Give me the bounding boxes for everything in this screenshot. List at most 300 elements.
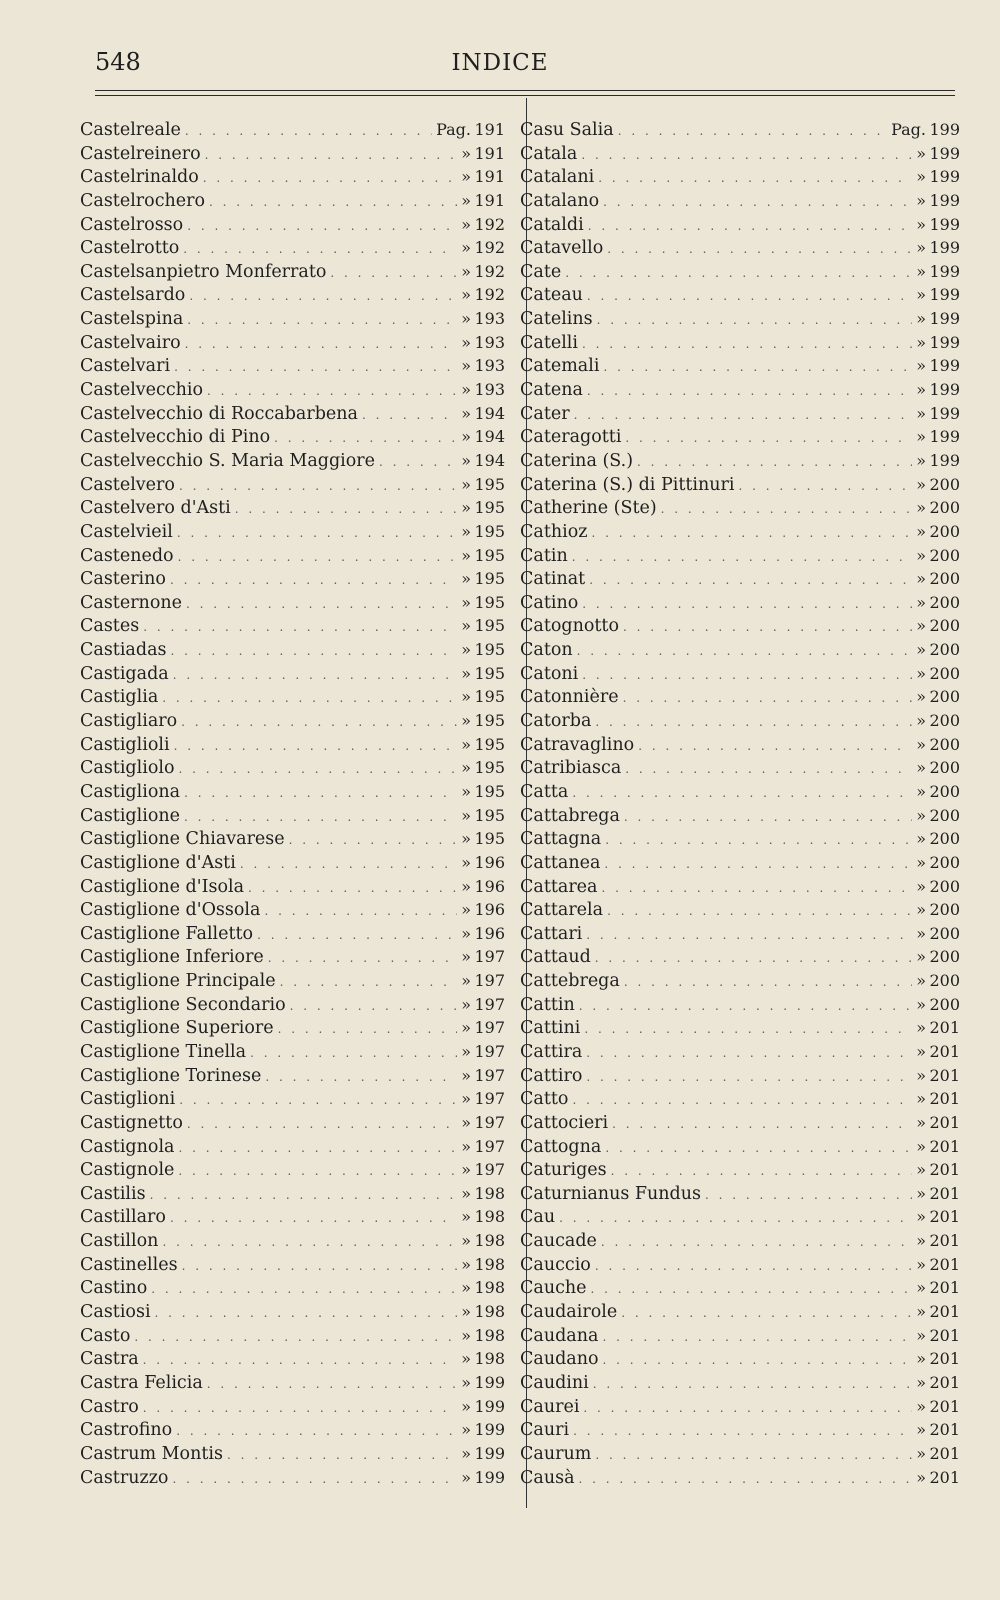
page-number: 548 xyxy=(95,48,141,76)
page-marker: » xyxy=(461,1089,471,1109)
entry-name: Castiglione Secondario xyxy=(80,994,286,1015)
page-reference: 196 xyxy=(474,900,505,920)
leader-dots xyxy=(586,1066,912,1090)
index-entry xyxy=(520,733,960,757)
page-reference: 195 xyxy=(474,663,505,683)
entry-name: Catravaglino xyxy=(520,734,635,755)
entry-name: Castra xyxy=(80,1349,139,1370)
page-marker: » xyxy=(461,214,471,234)
entry-name: Catonnière xyxy=(520,687,619,708)
index-entry xyxy=(520,1182,960,1206)
page-marker: » xyxy=(461,356,471,376)
page-marker: » xyxy=(916,1254,926,1274)
page-marker: » xyxy=(916,923,926,943)
page-reference: 197 xyxy=(474,994,505,1014)
page-marker: » xyxy=(461,758,471,778)
page-reference: 200 xyxy=(929,640,960,660)
leader-dots xyxy=(607,238,912,262)
index-entry xyxy=(520,1111,960,1135)
page-reference: 198 xyxy=(474,1325,505,1345)
page-marker: » xyxy=(916,1231,926,1251)
entry-name: Castiglione Torinese xyxy=(80,1065,262,1086)
leader-dots xyxy=(240,853,457,877)
page-reference: 201 xyxy=(929,1349,960,1369)
index-entry xyxy=(80,591,505,615)
entry-name: Castelrinaldo xyxy=(80,167,199,188)
page-marker: » xyxy=(461,380,471,400)
index-entry xyxy=(520,449,960,473)
leader-dots xyxy=(623,616,912,640)
index-entry xyxy=(80,993,505,1017)
page-reference: 200 xyxy=(929,923,960,943)
leader-dots xyxy=(625,758,912,782)
index-entry xyxy=(80,1040,505,1064)
index-entry xyxy=(80,1371,505,1395)
leader-dots xyxy=(595,1255,912,1279)
index-entry xyxy=(80,851,505,875)
leader-dots xyxy=(187,215,457,239)
entry-name: Cattocieri xyxy=(520,1112,609,1133)
entry-name: Castrofino xyxy=(80,1420,173,1441)
index-entry xyxy=(80,118,505,142)
leader-dots xyxy=(625,427,912,451)
entry-name: Castra Felicia xyxy=(80,1372,203,1393)
index-entry xyxy=(80,1182,505,1206)
leader-dots xyxy=(597,309,913,333)
entry-name: Castiglione Principale xyxy=(80,971,276,992)
leader-dots xyxy=(184,782,457,806)
page-reference: 197 xyxy=(474,1041,505,1061)
entry-name: Cattanea xyxy=(520,852,601,873)
entry-name: Catorba xyxy=(520,711,592,732)
index-entry xyxy=(520,945,960,969)
page-marker: » xyxy=(461,923,471,943)
page-marker: » xyxy=(461,238,471,258)
entry-name: Cataldi xyxy=(520,214,584,235)
leader-dots xyxy=(134,1326,457,1350)
entry-name: Cattini xyxy=(520,1018,581,1039)
entry-name: Castelrochero xyxy=(80,190,206,211)
leader-dots xyxy=(274,427,457,451)
entry-name: Caton xyxy=(520,640,573,661)
index-entry xyxy=(520,236,960,260)
index-entry xyxy=(520,1205,960,1229)
page-marker: » xyxy=(461,971,471,991)
page-reference: 201 xyxy=(929,1065,960,1085)
leader-dots xyxy=(624,806,912,830)
page-marker: » xyxy=(461,1349,471,1369)
entry-name: Castelvecchio di Pino xyxy=(80,427,271,448)
entry-name: Castiosi xyxy=(80,1302,151,1323)
leader-dots xyxy=(602,1326,912,1350)
entry-name: Castruzzo xyxy=(80,1467,169,1488)
page-reference: 199 xyxy=(474,1372,505,1392)
index-entry xyxy=(80,165,505,189)
page-marker: » xyxy=(916,1112,926,1132)
index-entry xyxy=(80,283,505,307)
page-marker: » xyxy=(916,616,926,636)
page-reference: 200 xyxy=(929,852,960,872)
index-entry xyxy=(80,425,505,449)
page-reference: 199 xyxy=(929,120,960,139)
page-marker: » xyxy=(461,403,471,423)
page-reference: 197 xyxy=(474,1112,505,1132)
leader-dots xyxy=(289,829,458,853)
page-reference: 197 xyxy=(474,1065,505,1085)
page-reference: 201 xyxy=(929,1254,960,1274)
page-marker: » xyxy=(461,521,471,541)
page-marker: » xyxy=(916,1396,926,1416)
page-marker: » xyxy=(461,1160,471,1180)
index-entry xyxy=(80,1395,505,1419)
leader-dots xyxy=(155,1302,458,1326)
leader-dots xyxy=(573,1420,912,1444)
page-reference: 192 xyxy=(474,214,505,234)
page-reference: 197 xyxy=(474,947,505,967)
page-reference: 198 xyxy=(474,1207,505,1227)
page-reference: 199 xyxy=(474,1443,505,1463)
entry-name: Cattogna xyxy=(520,1136,602,1157)
page-marker: » xyxy=(461,261,471,281)
page-reference: 199 xyxy=(474,1467,505,1487)
page-reference: 195 xyxy=(474,711,505,731)
page-reference: 191 xyxy=(474,120,505,139)
page-marker: » xyxy=(916,474,926,494)
page-reference: 201 xyxy=(929,1302,960,1322)
index-entry xyxy=(520,1371,960,1395)
leader-dots xyxy=(595,1444,912,1468)
index-entry xyxy=(520,969,960,993)
page-reference: 200 xyxy=(929,781,960,801)
page-marker: » xyxy=(916,1349,926,1369)
entry-name: Castes xyxy=(80,616,140,637)
entry-name: Castignetto xyxy=(80,1112,183,1133)
leader-dots xyxy=(598,167,912,191)
index-entry xyxy=(520,118,960,142)
index-entry xyxy=(520,1324,960,1348)
leader-dots xyxy=(623,687,913,711)
page-reference: 201 xyxy=(929,1278,960,1298)
page-reference: 192 xyxy=(474,238,505,258)
page-reference: 197 xyxy=(474,1018,505,1038)
page-reference: 195 xyxy=(474,545,505,565)
index-entry xyxy=(80,733,505,757)
leader-dots xyxy=(172,1468,457,1492)
page-marker: » xyxy=(916,498,926,518)
page-reference: 195 xyxy=(474,521,505,541)
entry-name: Caudini xyxy=(520,1372,589,1393)
entry-name: Cauche xyxy=(520,1278,587,1299)
page-marker: » xyxy=(916,167,926,187)
leader-dots xyxy=(595,947,912,971)
page-marker: » xyxy=(461,734,471,754)
index-entry xyxy=(80,1064,505,1088)
entry-name: Caturnianus Fundus xyxy=(520,1183,702,1204)
page-reference: 195 xyxy=(474,616,505,636)
index-entry xyxy=(80,402,505,426)
entry-name: Catta xyxy=(520,781,569,802)
index-entry xyxy=(520,567,960,591)
index-entry xyxy=(520,993,960,1017)
entry-name: Castelvero d'Asti xyxy=(80,498,231,519)
entry-name: Cattagna xyxy=(520,829,602,850)
page-marker: » xyxy=(916,214,926,234)
page-reference: 199 xyxy=(929,238,960,258)
page-marker: » xyxy=(461,1112,471,1132)
page-reference: 201 xyxy=(929,1018,960,1038)
entry-name: Cattira xyxy=(520,1041,583,1062)
page-reference: 199 xyxy=(929,143,960,163)
page-reference: 200 xyxy=(929,758,960,778)
page-reference: 193 xyxy=(474,332,505,352)
entry-name: Cattabrega xyxy=(520,805,620,826)
leader-dots xyxy=(583,1397,912,1421)
entry-name: Castiglione Tinella xyxy=(80,1041,247,1062)
leader-dots xyxy=(143,1349,458,1373)
entry-name: Catto xyxy=(520,1089,569,1110)
entry-name: Casternone xyxy=(80,592,182,613)
index-entry xyxy=(520,1418,960,1442)
page-marker: » xyxy=(461,1302,471,1322)
page-reference: 200 xyxy=(929,994,960,1014)
leader-dots xyxy=(638,735,912,759)
index-entry xyxy=(520,354,960,378)
page-reference: 199 xyxy=(929,380,960,400)
leader-dots xyxy=(661,498,913,522)
leader-dots xyxy=(178,546,458,570)
index-entry xyxy=(80,969,505,993)
index-entry xyxy=(520,1158,960,1182)
page-reference: 200 xyxy=(929,805,960,825)
entry-name: Castiglia xyxy=(80,687,159,708)
page-marker: » xyxy=(916,876,926,896)
page-marker: » xyxy=(461,1254,471,1274)
page-marker: » xyxy=(461,687,471,707)
index-entry xyxy=(520,283,960,307)
entry-name: Castiglione xyxy=(80,805,180,826)
page-marker: » xyxy=(461,640,471,660)
index-entry xyxy=(80,1253,505,1277)
index-entry xyxy=(80,1442,505,1466)
page-reference: 197 xyxy=(474,1136,505,1156)
entry-name: Casu Salia xyxy=(520,120,614,140)
running-title: INDICE xyxy=(451,50,549,76)
page-reference: 200 xyxy=(929,829,960,849)
page-reference: 192 xyxy=(474,285,505,305)
page-reference: 199 xyxy=(929,285,960,305)
index-entry xyxy=(520,165,960,189)
leader-dots xyxy=(268,947,457,971)
page-reference: 201 xyxy=(929,1041,960,1061)
page-marker: » xyxy=(916,1420,926,1440)
page-reference: 195 xyxy=(474,734,505,754)
entry-name: Caucade xyxy=(520,1231,597,1252)
leader-dots xyxy=(572,546,912,570)
entry-name: Castelrotto xyxy=(80,238,180,259)
leader-dots xyxy=(572,1089,912,1113)
page-reference: 199 xyxy=(474,1396,505,1416)
page-reference: 195 xyxy=(474,758,505,778)
leader-dots xyxy=(179,1089,457,1113)
page-marker: » xyxy=(461,1183,471,1203)
leader-dots xyxy=(601,877,912,901)
entry-name: Causà xyxy=(520,1467,575,1488)
entry-name: Castilis xyxy=(80,1183,146,1204)
leader-dots xyxy=(603,356,912,380)
leader-dots xyxy=(565,262,912,286)
index-entry xyxy=(520,402,960,426)
entry-name: Cauri xyxy=(520,1420,570,1441)
entry-name: Castiglione d'Asti xyxy=(80,852,236,873)
page-reference: 199 xyxy=(474,1420,505,1440)
page-marker: » xyxy=(916,427,926,447)
leader-dots xyxy=(203,167,457,191)
page-reference: 197 xyxy=(474,1089,505,1109)
page-marker: » xyxy=(461,1396,471,1416)
page-marker: » xyxy=(916,852,926,872)
index-entry xyxy=(80,638,505,662)
page-reference: 198 xyxy=(474,1278,505,1298)
index-entry xyxy=(520,1395,960,1419)
leader-dots xyxy=(179,475,457,499)
entry-name: Catribiasca xyxy=(520,758,622,779)
page-marker: » xyxy=(916,829,926,849)
entry-name: Cateragotti xyxy=(520,427,622,448)
page-reference: 199 xyxy=(929,427,960,447)
header-rule xyxy=(95,90,955,91)
index-entry xyxy=(520,1300,960,1324)
index-entry xyxy=(520,662,960,686)
leader-dots xyxy=(603,191,912,215)
page-marker: » xyxy=(916,1089,926,1109)
leader-dots xyxy=(181,711,457,735)
entry-name: Castiglioli xyxy=(80,734,170,755)
leader-dots xyxy=(187,1113,457,1137)
page-marker: » xyxy=(916,1160,926,1180)
index-entry xyxy=(520,638,960,662)
entry-name: Castillaro xyxy=(80,1207,166,1228)
leader-dots xyxy=(591,522,912,546)
page-marker: » xyxy=(461,592,471,612)
entry-name: Castigliona xyxy=(80,781,181,802)
entry-name: Catavello xyxy=(520,238,604,259)
leader-dots xyxy=(584,1018,912,1042)
index-entry xyxy=(80,1324,505,1348)
entry-name: Caudana xyxy=(520,1325,599,1346)
index-entry xyxy=(80,307,505,331)
page-reference: 201 xyxy=(929,1112,960,1132)
page-reference: 198 xyxy=(474,1302,505,1322)
page-marker: » xyxy=(461,947,471,967)
index-entry xyxy=(520,331,960,355)
page-reference: 201 xyxy=(929,1183,960,1203)
index-entry xyxy=(80,449,505,473)
page-marker: » xyxy=(461,900,471,920)
page-reference: 200 xyxy=(929,474,960,494)
page-marker: Pag. xyxy=(891,120,926,139)
leader-dots xyxy=(577,640,913,664)
leader-dots xyxy=(265,1066,457,1090)
entry-name: Castenedo xyxy=(80,545,174,566)
leader-dots xyxy=(572,782,912,806)
leader-dots xyxy=(162,687,457,711)
page-reference: 201 xyxy=(929,1160,960,1180)
header-rule xyxy=(95,95,955,96)
entry-name: Castignole xyxy=(80,1160,175,1181)
entry-name: Cattiro xyxy=(520,1065,583,1086)
leader-dots xyxy=(605,1137,912,1161)
page-reference: 201 xyxy=(929,1231,960,1251)
leader-dots xyxy=(582,333,912,357)
entry-name: Cater xyxy=(520,403,570,424)
page-reference: 201 xyxy=(929,1396,960,1416)
page-reference: 193 xyxy=(474,309,505,329)
page-reference: 191 xyxy=(474,167,505,187)
index-entry xyxy=(80,1158,505,1182)
page-reference: 196 xyxy=(474,923,505,943)
leader-dots xyxy=(189,285,457,309)
entry-name: Cattari xyxy=(520,923,583,944)
entry-name: Castelvecchio di Roccabarbena xyxy=(80,403,358,424)
leader-dots xyxy=(559,1207,912,1231)
page-marker: » xyxy=(461,1325,471,1345)
page-reference: 196 xyxy=(474,876,505,896)
page-marker: » xyxy=(461,332,471,352)
leader-dots xyxy=(205,144,458,168)
page-reference: 196 xyxy=(474,852,505,872)
index-entry xyxy=(80,236,505,260)
index-entry xyxy=(80,804,505,828)
leader-dots xyxy=(604,853,912,877)
index-column-left xyxy=(80,118,505,1489)
page-reference: 194 xyxy=(474,403,505,423)
page-marker: » xyxy=(461,545,471,565)
leader-dots xyxy=(179,758,458,782)
page-reference: 200 xyxy=(929,521,960,541)
page-marker: » xyxy=(916,900,926,920)
page-reference: 192 xyxy=(474,261,505,281)
page-reference: 199 xyxy=(929,403,960,423)
entry-name: Casto xyxy=(80,1325,131,1346)
entry-name: Castelvero xyxy=(80,474,175,495)
index-entry xyxy=(520,1087,960,1111)
entry-name: Caudano xyxy=(520,1349,599,1370)
page-reference: 195 xyxy=(474,687,505,707)
page-reference: 201 xyxy=(929,1420,960,1440)
leader-dots xyxy=(143,616,457,640)
entry-name: Castinelles xyxy=(80,1254,178,1275)
page-marker: » xyxy=(461,309,471,329)
page-reference: 200 xyxy=(929,734,960,754)
page-reference: 200 xyxy=(929,971,960,991)
page-reference: 195 xyxy=(474,805,505,825)
leader-dots xyxy=(143,1397,457,1421)
page-marker: » xyxy=(461,781,471,801)
index-entry xyxy=(80,1135,505,1159)
leader-dots xyxy=(612,1113,912,1137)
page-reference: 198 xyxy=(474,1231,505,1251)
index-entry xyxy=(80,1111,505,1135)
leader-dots xyxy=(170,1207,457,1231)
index-entry xyxy=(80,1276,505,1300)
page-marker: » xyxy=(916,1443,926,1463)
leader-dots xyxy=(207,380,457,404)
leader-dots xyxy=(178,1137,457,1161)
entry-name: Cattaud xyxy=(520,947,591,968)
page-marker: » xyxy=(916,285,926,305)
page-reference: 201 xyxy=(929,1467,960,1487)
index-entry xyxy=(80,875,505,899)
